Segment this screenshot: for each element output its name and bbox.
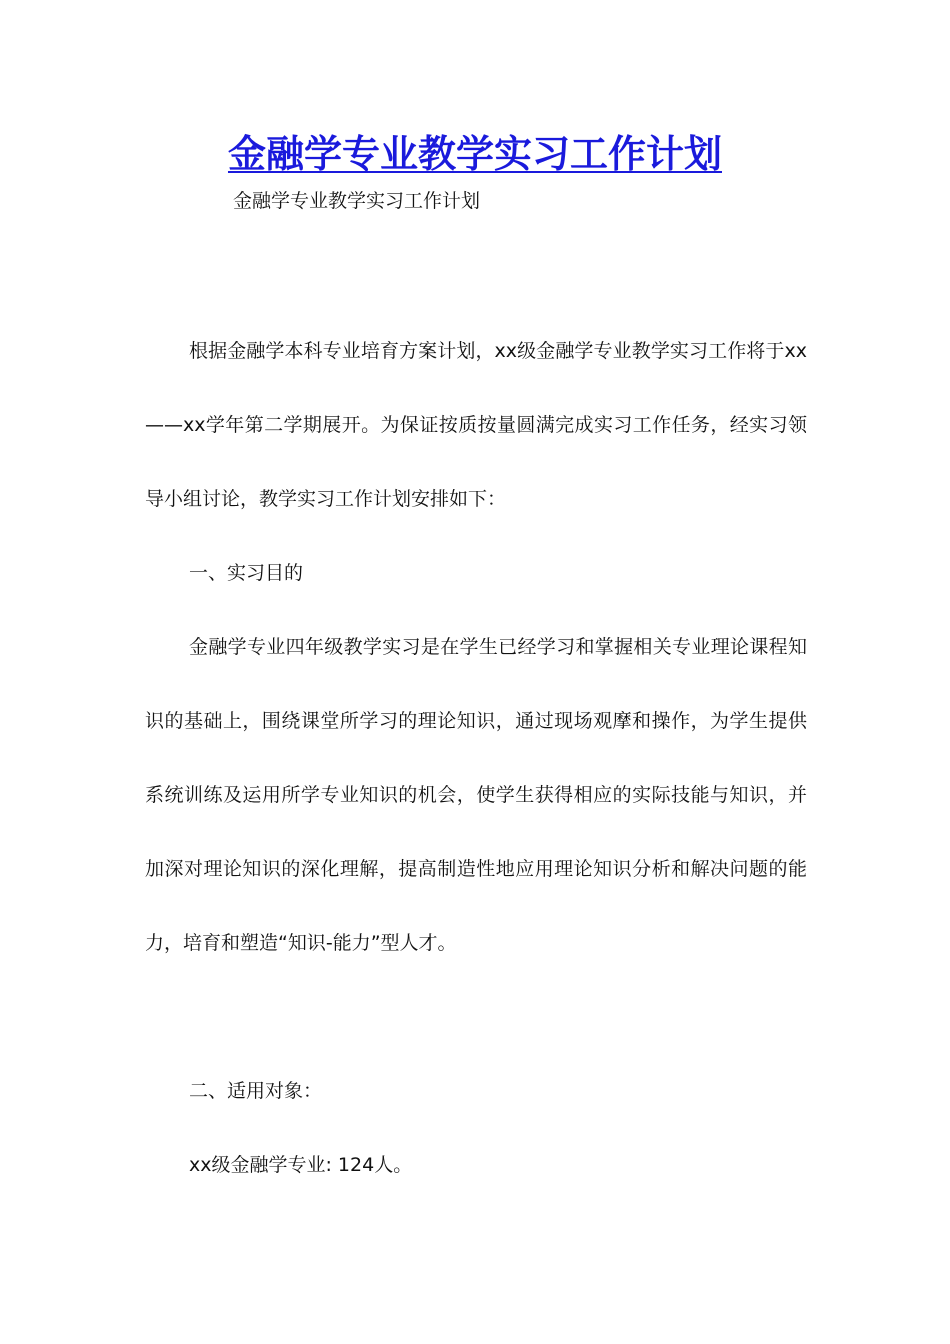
purpose-paragraph: 金融学专业四年级教学实习是在学生已经学习和掌握相关专业理论课程知识的基础上，围绕课堂所学习的理论知识，通过现场观摩和操作，为学生提供系统训练及运用所学专业知识的机会，使学生获得相应的实际技能与知识，并加深对理论知识的深化理解，提高制造性地应用理论知识分析和解决问题的能力，培育和塑造“知识-能力”型人才。	[145, 636, 807, 954]
intro-paragraph: 根据金融学本科专业培育方案计划，xx级金融学专业教学实习工作将于xx——xx学年第二学期展开。为保证按质按量圆满完成实习工作任务，经实习领导小组讨论，教学实习工作计划安排如下：	[145, 340, 807, 510]
target-paragraph: xx级金融学专业: 124人。	[189, 1154, 413, 1176]
section-heading-purpose: 一、实习目的	[189, 562, 304, 584]
document-subtitle: 金融学专业教学实习工作计划	[233, 190, 481, 212]
document-title-link[interactable]: 金融学专业教学实习工作计划	[227, 131, 722, 176]
section-heading-target: 二、适用对象：	[189, 1080, 323, 1102]
